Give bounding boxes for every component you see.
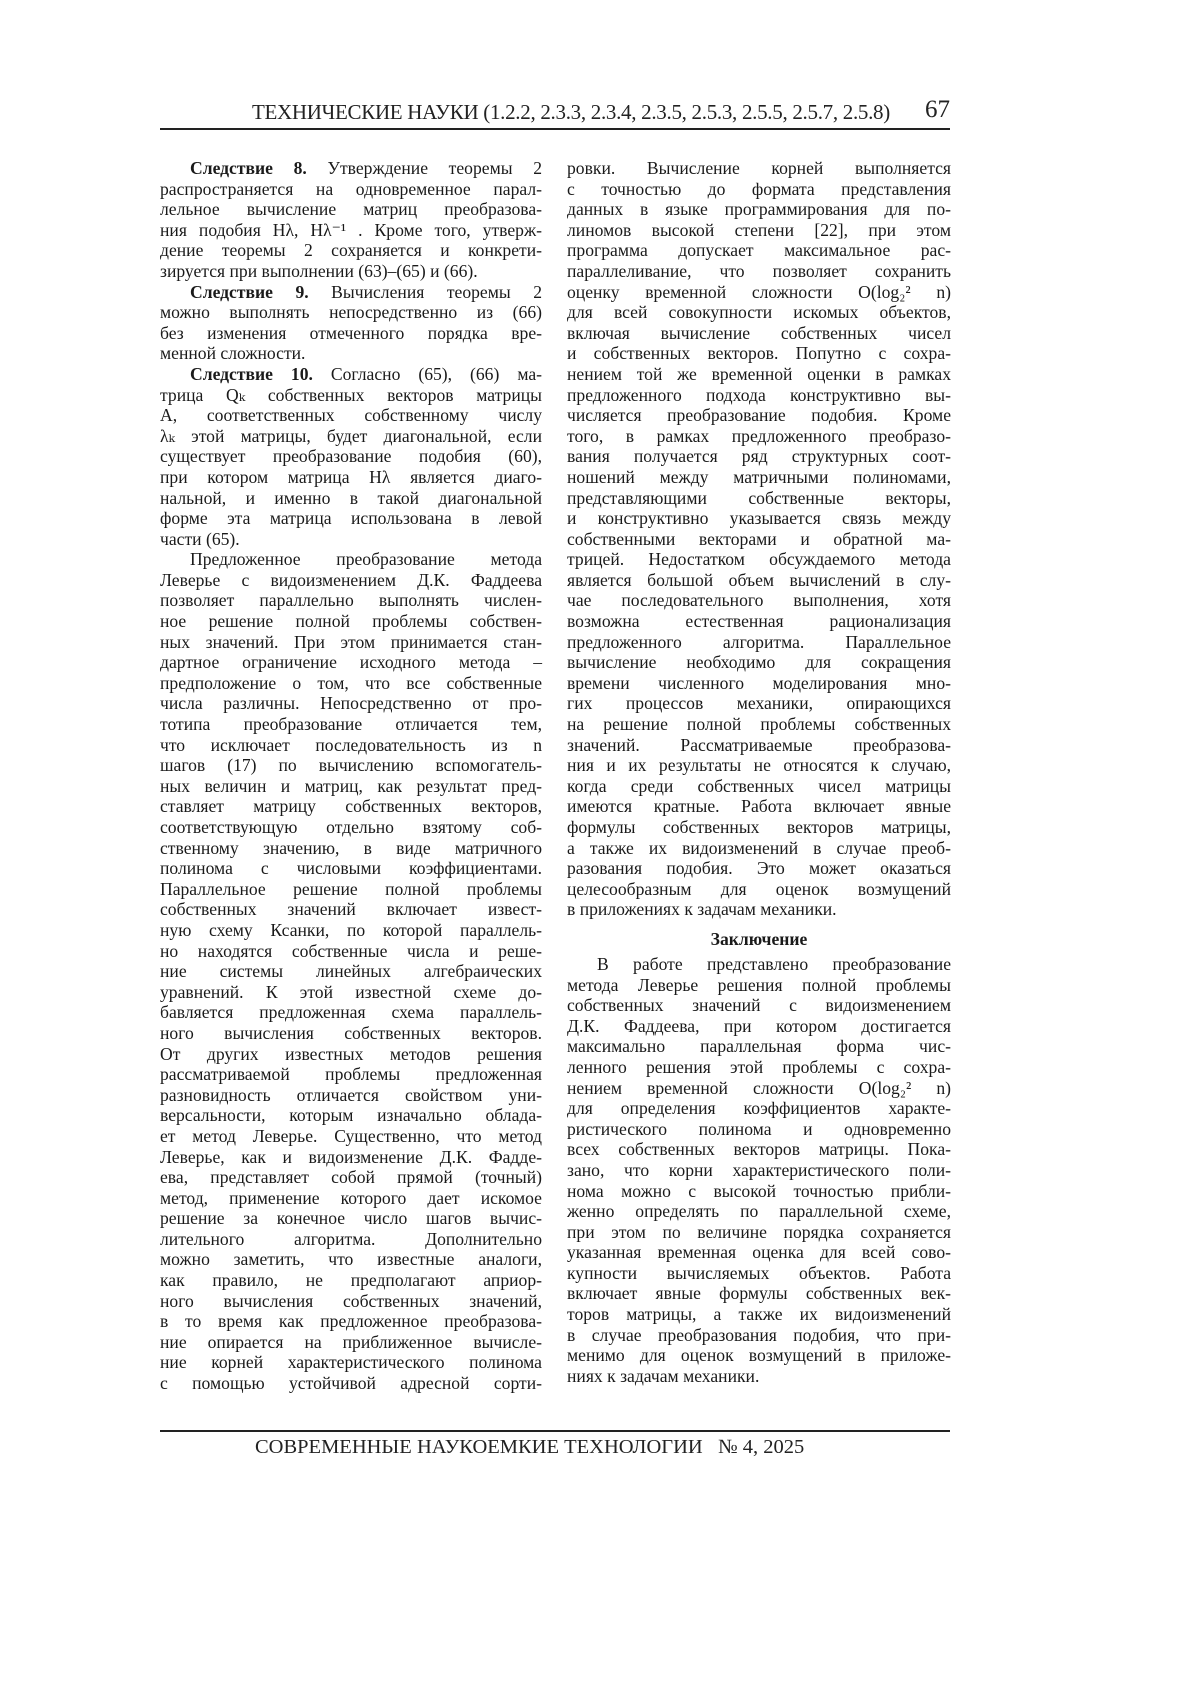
line-text: как правило, не предполагают априор- bbox=[160, 1270, 542, 1291]
text-line bbox=[160, 488, 542, 509]
line-text: ное решение полной проблемы собствен- bbox=[160, 611, 542, 632]
line-text: числа различны. Непосредственно от про- bbox=[160, 693, 542, 714]
text-line bbox=[567, 1304, 951, 1325]
text-line bbox=[160, 693, 542, 714]
text-line bbox=[567, 199, 951, 220]
text-line bbox=[567, 529, 951, 550]
text-line bbox=[160, 282, 542, 303]
text-line bbox=[567, 975, 951, 996]
text-line bbox=[160, 590, 542, 611]
text-line bbox=[160, 899, 542, 920]
line-text: ет метод Леверье. Существенно, что метод bbox=[160, 1125, 542, 1146]
text-line bbox=[567, 364, 951, 385]
line-text: ния подобия Hλ, Hλ⁻¹ . Кроме того, утверж- bbox=[160, 219, 542, 240]
text-line bbox=[160, 1352, 542, 1373]
line-text: при этом по величине порядка сохраняется bbox=[567, 1221, 951, 1242]
right-column bbox=[567, 158, 951, 1386]
line-text: с точностью до формата представления bbox=[567, 178, 951, 199]
text-line bbox=[567, 735, 951, 756]
text-line bbox=[160, 961, 542, 982]
text-line bbox=[160, 364, 542, 385]
text-line bbox=[160, 796, 542, 817]
text-line bbox=[567, 261, 951, 282]
text-line bbox=[567, 1036, 951, 1057]
line-text: уравнений. К этой известной схеме до- bbox=[160, 981, 542, 1002]
line-text: λₖ этой матрицы, будет диагональной, если bbox=[160, 425, 542, 446]
text-line bbox=[567, 1139, 951, 1160]
line-text: ровки. Вычисление корней выполняется bbox=[567, 158, 951, 178]
line-text: зируется при выполнении (63)–(65) и (66). bbox=[160, 260, 478, 281]
line-text: когда среди собственных чисел матрицы bbox=[567, 775, 951, 796]
line-text: шагов (17) по вычислению вспомогатель- bbox=[160, 755, 542, 776]
text-line bbox=[160, 920, 542, 941]
line-text: торов матрицы, а также их видоизменений bbox=[567, 1304, 951, 1325]
line-text: собственными векторами и обратной ма- bbox=[567, 528, 951, 549]
text-line bbox=[567, 1283, 951, 1304]
line-text: версальности, которым изначально облада- bbox=[160, 1105, 542, 1126]
line-text: лельное вычисление матриц преобразова- bbox=[160, 199, 542, 220]
line-text: От других известных методов решения bbox=[160, 1043, 542, 1064]
text-line bbox=[160, 858, 542, 879]
text-line bbox=[160, 611, 542, 632]
line-text: оценку временной сложности O(log₂² n) bbox=[567, 281, 951, 302]
line-text: ного вычисления собственных векторов. bbox=[160, 1022, 542, 1043]
text-line bbox=[567, 240, 951, 261]
line-text: предложенного алгоритма. Параллельное bbox=[567, 631, 951, 652]
line-text: и собственных векторов. Попутно с сохра- bbox=[567, 343, 951, 364]
line-text: Утверждение теоремы 2 bbox=[306, 158, 543, 178]
line-text: включая вычисление собственных чисел bbox=[567, 322, 951, 343]
text-line bbox=[160, 1147, 542, 1168]
text-line bbox=[160, 817, 542, 838]
text-line bbox=[567, 1016, 951, 1037]
text-line bbox=[567, 776, 951, 797]
text-line bbox=[160, 673, 542, 694]
line-text: соответствующую отдельно взятому соб- bbox=[160, 817, 542, 837]
text-line bbox=[160, 158, 542, 179]
text-line bbox=[567, 632, 951, 653]
line-text: нением временной сложности O(log₂² n) bbox=[567, 1077, 951, 1098]
line-text: Параллельное решение полной проблемы bbox=[160, 878, 542, 899]
line-text: включает явные формулы собственных век- bbox=[567, 1283, 951, 1304]
text-line bbox=[567, 1098, 951, 1119]
line-text: метод, применение которого дает искомое bbox=[160, 1187, 542, 1208]
line-text: того, в рамках предложенного преобразо- bbox=[567, 425, 951, 446]
text-line bbox=[160, 302, 542, 323]
corollary-label: Следствие 8. bbox=[190, 158, 307, 178]
line-text: параллеливание, что позволяет сохранить bbox=[567, 260, 951, 281]
line-text: решение за конечное число шагов вычис- bbox=[160, 1208, 542, 1229]
line-text: предложенного подхода конструктивно вы- bbox=[567, 384, 951, 405]
text-line bbox=[567, 405, 951, 426]
text-line bbox=[160, 1085, 542, 1106]
text-line bbox=[567, 1242, 951, 1263]
line-text: значений. Рассматриваемые преобразова- bbox=[567, 734, 951, 755]
text-line bbox=[160, 426, 542, 447]
line-text: полинома с числовыми коэффициентами. bbox=[160, 858, 542, 879]
line-text: линомов высокой степени [22], при этом bbox=[567, 219, 951, 240]
text-line bbox=[160, 1044, 542, 1065]
line-text: форме эта матрица использована в левой bbox=[160, 508, 542, 529]
text-line bbox=[567, 1160, 951, 1181]
text-line bbox=[160, 776, 542, 797]
text-line bbox=[567, 590, 951, 611]
line-text: позволяет параллельно выполнять числен- bbox=[160, 590, 542, 611]
text-line bbox=[567, 858, 951, 879]
text-line bbox=[567, 1201, 951, 1222]
text-line bbox=[567, 508, 951, 529]
text-line bbox=[160, 1208, 542, 1229]
text-line bbox=[160, 529, 542, 550]
text-line bbox=[567, 343, 951, 364]
line-text: Д.К. Фаддеева, при котором достигается bbox=[567, 1015, 951, 1036]
text-line bbox=[567, 1366, 951, 1387]
text-line bbox=[160, 714, 542, 735]
line-text: в то время как предложенное преобразова- bbox=[160, 1311, 542, 1332]
text-line bbox=[567, 673, 951, 694]
text-line bbox=[567, 1345, 951, 1366]
line-text: ставляет матрицу собственных векторов, bbox=[160, 796, 542, 817]
text-line bbox=[567, 995, 951, 1016]
line-text: числяется преобразование подобия. Кроме bbox=[567, 405, 951, 426]
text-line bbox=[567, 426, 951, 447]
line-text: для всей совокупности искомых объектов, bbox=[567, 302, 951, 323]
line-text: нением той же временной оценки в рамках bbox=[567, 363, 951, 384]
line-text: менимо для оценок возмущений в приложе- bbox=[567, 1345, 951, 1366]
text-line bbox=[567, 714, 951, 735]
text-line bbox=[567, 1078, 951, 1099]
text-line bbox=[160, 199, 542, 220]
text-line bbox=[160, 1229, 542, 1250]
text-line bbox=[567, 570, 951, 591]
line-text: указанная временная оценка для всей сово- bbox=[567, 1242, 951, 1263]
line-text: нома можно с высокой точностью прибли- bbox=[567, 1180, 951, 1201]
line-text: для определения коэффициентов характе- bbox=[567, 1098, 951, 1119]
line-text: является большой объем вычислений в слу- bbox=[567, 569, 951, 590]
text-line bbox=[160, 838, 542, 859]
section-heading bbox=[567, 924, 951, 954]
text-line bbox=[160, 1270, 542, 1291]
line-text: и конструктивно указывается связь между bbox=[567, 508, 951, 529]
line-text: разновидность отличается свойством уни- bbox=[160, 1084, 542, 1105]
text-line bbox=[567, 611, 951, 632]
text-line bbox=[567, 282, 951, 303]
line-text: ных величин и матриц, как результат пред- bbox=[160, 775, 542, 796]
text-line bbox=[160, 240, 542, 261]
text-line bbox=[567, 755, 951, 776]
text-line bbox=[160, 405, 542, 426]
line-text: ние опирается на приближенное вычисле- bbox=[160, 1331, 542, 1352]
text-line bbox=[160, 446, 542, 467]
line-text: на решение полной проблемы собственных bbox=[567, 714, 951, 735]
text-line bbox=[567, 446, 951, 467]
text-line bbox=[567, 302, 951, 323]
line-text: ева, представляет собой прямой (точный) bbox=[160, 1167, 542, 1188]
text-line bbox=[567, 1222, 951, 1243]
line-text: данных в языке программирования для по- bbox=[567, 199, 951, 220]
text-line bbox=[160, 1002, 542, 1023]
corollary-label: Следствие 10. bbox=[190, 363, 313, 384]
text-line bbox=[160, 1373, 542, 1394]
text-line bbox=[160, 941, 542, 962]
text-line bbox=[160, 735, 542, 756]
line-text: Леверье с видоизменением Д.К. Фаддеева bbox=[160, 569, 542, 590]
text-line bbox=[567, 954, 951, 975]
text-line bbox=[160, 467, 542, 488]
line-text: с помощью устойчивой адресной сорти- bbox=[160, 1373, 542, 1394]
line-text: ристического полинома и одновременно bbox=[567, 1118, 951, 1139]
text-line bbox=[160, 755, 542, 776]
text-line bbox=[567, 323, 951, 344]
line-text: максимально параллельная форма чис- bbox=[567, 1036, 951, 1057]
line-text: Вычисления теоремы 2 bbox=[308, 281, 542, 302]
text-line bbox=[160, 1167, 542, 1188]
text-line bbox=[567, 220, 951, 241]
running-footer bbox=[160, 1430, 950, 1458]
text-line bbox=[160, 549, 542, 570]
text-line bbox=[160, 1291, 542, 1312]
text-line bbox=[567, 1181, 951, 1202]
text-line bbox=[160, 343, 542, 364]
line-text: можно заметить, что известные аналоги, bbox=[160, 1249, 542, 1270]
line-text: Предложенное преобразование метода bbox=[190, 549, 542, 570]
left-column bbox=[160, 158, 542, 1394]
line-text: при котором матрица Hλ является диаго- bbox=[160, 466, 542, 487]
line-text: ных значений. При этом принимается стан- bbox=[160, 631, 542, 652]
text-line bbox=[160, 323, 542, 344]
line-text: времени численного моделирования мно- bbox=[567, 672, 951, 693]
journal-issue: СОВРЕМЕННЫЕ НАУКОЕМКИЕ ТЕХНОЛОГИИ № 4, 2025 bbox=[255, 1436, 805, 1458]
line-text: ношений между матричными полиномами, bbox=[567, 466, 951, 487]
line-text: представляющими собственные векторы, bbox=[567, 487, 951, 508]
text-line bbox=[567, 652, 951, 673]
line-text: зано, что корни характеристического поли- bbox=[567, 1159, 951, 1180]
line-text: ние системы линейных алгебраических bbox=[160, 961, 542, 982]
line-text: Согласно (65), (66) ма- bbox=[312, 363, 542, 384]
text-line bbox=[567, 879, 951, 900]
text-line bbox=[160, 385, 542, 406]
line-text: целесообразным для оценок возмущений bbox=[567, 878, 951, 899]
line-text: ную схему Ксанки, по которой параллель- bbox=[160, 919, 542, 940]
line-text: Заключение bbox=[710, 928, 808, 949]
line-text: менной сложности. bbox=[160, 343, 306, 364]
line-text: ленного решения этой проблемы с сохра- bbox=[567, 1056, 951, 1077]
line-text: метода Леверье решения полной проблемы bbox=[567, 974, 951, 995]
text-line bbox=[160, 1249, 542, 1270]
line-text: можно выполнять непосредственно из (66) bbox=[160, 302, 542, 323]
text-line bbox=[567, 838, 951, 859]
line-text: рассматриваемой проблемы предложенная bbox=[160, 1064, 542, 1085]
text-line bbox=[160, 652, 542, 673]
line-text: трицей. Недостатком обсуждаемого метода bbox=[567, 549, 951, 570]
text-line bbox=[567, 488, 951, 509]
text-line bbox=[160, 1311, 542, 1332]
line-text: предположение о том, что все собственные bbox=[160, 672, 542, 693]
text-line bbox=[160, 1188, 542, 1209]
text-line bbox=[567, 158, 951, 179]
line-text: ние корней характеристического полинома bbox=[160, 1352, 542, 1373]
text-line bbox=[567, 1057, 951, 1078]
line-text: в случае преобразования подобия, что при- bbox=[567, 1324, 951, 1345]
text-line bbox=[160, 1064, 542, 1085]
line-text: возможна естественная рационализация bbox=[567, 611, 951, 632]
text-line bbox=[160, 982, 542, 1003]
text-line bbox=[567, 796, 951, 817]
text-line bbox=[567, 693, 951, 714]
line-text: имеются кратные. Работа включает явные bbox=[567, 796, 951, 817]
text-line bbox=[160, 220, 542, 241]
line-text: формулы собственных векторов матрицы, bbox=[567, 817, 951, 837]
text-line bbox=[567, 899, 951, 920]
line-text: A, соответственных собственному числу bbox=[160, 405, 542, 426]
line-text: вания получается ряд структурных соот- bbox=[567, 446, 951, 467]
line-text: вычисление необходимо для сокращения bbox=[567, 652, 951, 673]
line-text: существует преобразование подобия (60), bbox=[160, 446, 542, 467]
line-text: но находятся собственные числа и реше- bbox=[160, 940, 542, 961]
line-text: нальной, и именно в такой диагональной bbox=[160, 487, 542, 508]
text-line bbox=[160, 1126, 542, 1147]
line-text: дение теоремы 2 сохраняется и конкрети- bbox=[160, 240, 542, 261]
text-line bbox=[567, 385, 951, 406]
line-text: ниях к задачам механики. bbox=[567, 1365, 760, 1386]
text-line bbox=[160, 508, 542, 529]
line-text: чае последовательного выполнения, хотя bbox=[567, 590, 951, 611]
line-text: программа допускает максимальное рас- bbox=[567, 240, 951, 261]
line-text: женно определять по параллельной схеме, bbox=[567, 1201, 951, 1222]
line-text: части (65). bbox=[160, 528, 240, 549]
text-line bbox=[160, 1023, 542, 1044]
line-text: лительного алгоритма. Дополнительно bbox=[160, 1228, 542, 1249]
line-text: купности вычисляемых объектов. Работа bbox=[567, 1262, 951, 1283]
text-line bbox=[567, 549, 951, 570]
line-text: без изменения отмеченного порядка вре- bbox=[160, 322, 542, 343]
journal-section-title: ТЕХНИЧЕСКИЕ НАУКИ (1.2.2, 2.3.3, 2.3.4, 2.3.5, 2.5.3, 2.5.5, 2.5.7, 2.5.8) bbox=[252, 100, 890, 124]
text-line bbox=[160, 179, 542, 200]
text-line bbox=[567, 1325, 951, 1346]
line-text: бавляется предложенная схема параллель- bbox=[160, 1002, 542, 1023]
running-header bbox=[160, 98, 950, 130]
text-line bbox=[160, 261, 542, 282]
text-line bbox=[567, 467, 951, 488]
text-line bbox=[567, 1119, 951, 1140]
line-text: а также их видоизменений в случае преоб- bbox=[567, 837, 951, 858]
text-line bbox=[567, 179, 951, 200]
text-line bbox=[160, 570, 542, 591]
line-text: распространяется на одновременное парал- bbox=[160, 178, 542, 199]
text-line bbox=[160, 1105, 542, 1126]
text-line bbox=[567, 817, 951, 838]
line-text: что исключает последовательность из n bbox=[160, 734, 542, 755]
line-text: трица Qₖ собственных векторов матрицы bbox=[160, 384, 542, 405]
line-text: собственных значений с видоизменением bbox=[567, 995, 951, 1016]
line-text: гих процессов механики, опирающихся bbox=[567, 693, 951, 714]
line-text: разования подобия. Это может оказаться bbox=[567, 858, 951, 879]
line-text: ного вычисления собственных значений, bbox=[160, 1290, 542, 1311]
corollary-label: Следствие 9. bbox=[190, 281, 309, 302]
line-text: дартное ограничение исходного метода – bbox=[160, 652, 542, 673]
line-text: собственных значений включает извест- bbox=[160, 899, 542, 920]
line-text: Леверье, как и видоизменение Д.К. Фадде- bbox=[160, 1146, 542, 1167]
line-text: тотипа преобразование отличается тем, bbox=[160, 714, 542, 735]
line-text: в приложениях к задачам механики. bbox=[567, 899, 837, 920]
text-line bbox=[160, 632, 542, 653]
line-text: В работе представлено преобразование bbox=[597, 953, 951, 974]
page-number: 67 bbox=[925, 96, 950, 123]
text-line bbox=[160, 879, 542, 900]
line-text: ственному значению, в виде матричного bbox=[160, 837, 542, 858]
line-text: ния и их результаты не относятся к случаю, bbox=[567, 755, 951, 776]
text-line bbox=[567, 1263, 951, 1284]
text-line bbox=[160, 1332, 542, 1353]
line-text: всех собственных векторов матрицы. Пока- bbox=[567, 1139, 951, 1160]
